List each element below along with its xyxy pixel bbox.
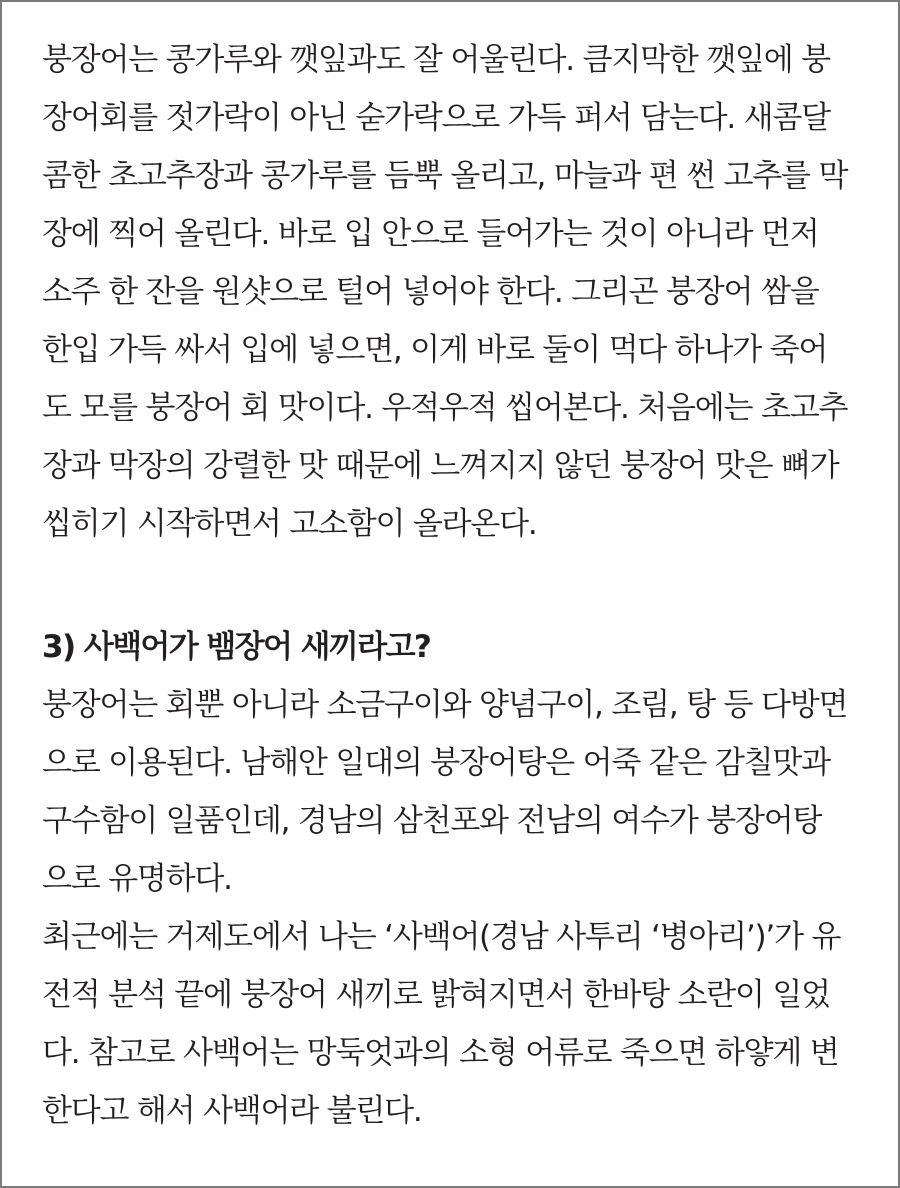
section-title: 3) 사백어가 뱀장어 새끼라고? bbox=[42, 629, 431, 665]
text-line: 다. 참고로 사백어는 망둑엇과의 소형 어류로 죽으면 하얗게 변 bbox=[42, 1035, 839, 1071]
text-line: 장과 막장의 강렬한 맛 때문에 느껴지지 않던 붕장어 맛은 뼈가 bbox=[42, 448, 839, 484]
text-line: 한다고 해서 사백어라 불린다. bbox=[42, 1093, 422, 1129]
section-heading bbox=[42, 618, 872, 676]
text-line: 구수함이 일품인데, 경남의 삼천포와 전남의 여수가 붕장어탕 bbox=[42, 803, 822, 839]
text-line: 붕장어는 회뿐 아니라 소금구이와 양념구이, 조림, 탕 등 다방면 bbox=[42, 687, 848, 723]
text-line: 붕장어는 콩가루와 깻잎과도 잘 어울린다. 큼지막한 깻잎에 붕 bbox=[42, 42, 830, 78]
text-line: 소주 한 잔을 원샷으로 털어 넣어야 한다. 그리곤 붕장어 쌈을 bbox=[42, 274, 819, 310]
paragraph-eel-dishes bbox=[42, 676, 872, 908]
text-line: 으로 이용된다. 남해안 일대의 붕장어탕은 어죽 같은 감칠맛과 bbox=[42, 745, 830, 781]
paragraph-eel-sashimi bbox=[42, 31, 872, 553]
text-line: 씹히기 시작하면서 고소함이 올라온다. bbox=[42, 506, 537, 542]
text-line: 장에 찍어 올린다. 바로 입 안으로 들어가는 것이 아니라 먼저 bbox=[42, 216, 819, 252]
text-line: 으로 유명하다. bbox=[42, 861, 232, 897]
text-line: 도 모를 붕장어 회 맛이다. 우적우적 씹어본다. 처음에는 초고추 bbox=[42, 390, 848, 426]
text-line: 최근에는 거제도에서 나는 ‘사백어(경남 사투리 ‘병아리’)’가 유 bbox=[42, 919, 841, 955]
text-line: 한입 가득 싸서 입에 넣으면, 이게 바로 둘이 먹다 하나가 죽어 bbox=[42, 332, 828, 368]
text-line: 전적 분석 끝에 붕장어 새끼로 밝혀지면서 한바탕 소란이 일었 bbox=[42, 977, 830, 1013]
text-line: 콤한 초고추장과 콩가루를 듬뿍 올리고, 마늘과 편 썬 고추를 막 bbox=[42, 158, 848, 194]
text-line: 장어회를 젓가락이 아닌 숟가락으로 가득 퍼서 담는다. 새콤달 bbox=[42, 100, 830, 136]
paragraph-sabaegeo bbox=[42, 908, 872, 1140]
